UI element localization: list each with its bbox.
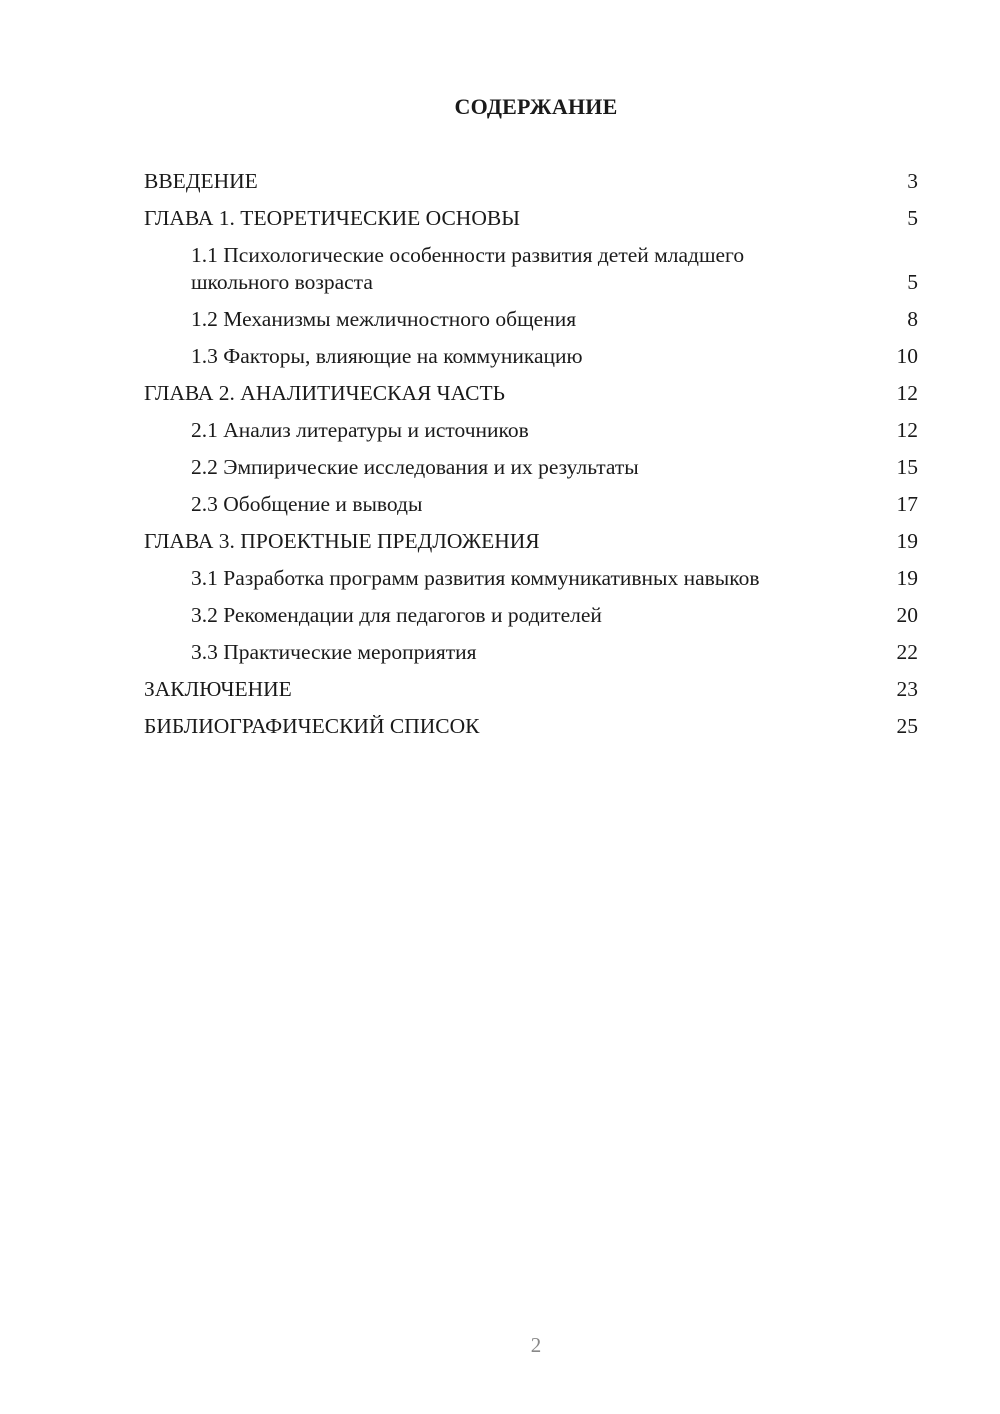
toc-entry-label: 2.1 Анализ литературы и источников: [191, 418, 529, 442]
toc-entry-page: 22: [896, 640, 918, 664]
toc-entry-page: 5: [907, 270, 918, 294]
toc-entry-chapter-2[interactable]: [144, 380, 918, 407]
toc-entry-label: 1.1 Психологические особенности развития детей младшего школьного возраста: [191, 243, 745, 294]
toc-entry-chapter-3[interactable]: [144, 528, 918, 555]
toc-entry-label: БИБЛИОГРАФИЧЕСКИЙ СПИСОК: [144, 714, 480, 738]
toc-entry-page: 19: [896, 529, 918, 553]
toc-entry-page: 20: [896, 603, 918, 627]
toc-entry-page: 10: [896, 344, 918, 368]
toc-entry-page: 12: [896, 418, 918, 442]
toc-entry-page: 19: [896, 566, 918, 590]
toc-entry-label: ЗАКЛЮЧЕНИЕ: [144, 677, 292, 701]
toc-entry-chapter-1[interactable]: [144, 205, 918, 232]
toc-entry-label: 3.3 Практические мероприятия: [191, 640, 477, 664]
toc-entry-label: 3.1 Разработка программ развития коммуникативных навыков: [191, 566, 760, 590]
table-of-contents: [144, 168, 918, 750]
page-number: 2: [530, 1333, 542, 1357]
toc-entry-section-3-2[interactable]: [144, 602, 918, 629]
toc-entry-section-1-2[interactable]: [144, 306, 918, 333]
toc-entry-page: 23: [896, 677, 918, 701]
toc-entry-section-1-3[interactable]: [144, 343, 918, 370]
toc-entry-label: 2.2 Эмпирические исследования и их результаты: [191, 455, 639, 479]
toc-entry-label: 2.3 Обобщение и выводы: [191, 492, 423, 516]
toc-entry-page: 3: [907, 169, 918, 193]
toc-entry-page: 25: [896, 714, 918, 738]
toc-entry-label: 1.2 Механизмы межличностного общения: [191, 307, 577, 331]
toc-entry-page: 12: [896, 381, 918, 405]
toc-entry-section-3-3[interactable]: [144, 639, 918, 666]
toc-entry-label: 1.3 Факторы, влияющие на коммуникацию: [191, 344, 583, 368]
toc-entry-introduction[interactable]: [144, 168, 918, 195]
toc-entry-section-2-2[interactable]: [144, 454, 918, 481]
toc-entry-label: ГЛАВА 3. ПРОЕКТНЫЕ ПРЕДЛОЖЕНИЯ: [144, 529, 540, 553]
toc-entry-page: 5: [907, 206, 918, 230]
toc-entry-section-2-1[interactable]: [144, 417, 918, 444]
toc-entry-bibliography[interactable]: [144, 713, 918, 740]
toc-entry-page: 15: [896, 455, 918, 479]
page-title: СОДЕРЖАНИЕ: [454, 94, 618, 119]
toc-entry-section-3-1[interactable]: [144, 565, 918, 592]
toc-entry-section-1-1[interactable]: [144, 242, 918, 296]
toc-entry-label: 3.2 Рекомендации для педагогов и родителей: [191, 603, 602, 627]
toc-entry-conclusion[interactable]: [144, 676, 918, 703]
toc-entry-page: 17: [896, 492, 918, 516]
toc-entry-label: ВВЕДЕНИЕ: [144, 169, 258, 193]
toc-entry-label: ГЛАВА 2. АНАЛИТИЧЕСКАЯ ЧАСТЬ: [144, 381, 505, 405]
toc-entry-label: ГЛАВА 1. ТЕОРЕТИЧЕСКИЕ ОСНОВЫ: [144, 206, 520, 230]
toc-entry-page: 8: [907, 307, 918, 331]
toc-entry-section-2-3[interactable]: [144, 491, 918, 518]
